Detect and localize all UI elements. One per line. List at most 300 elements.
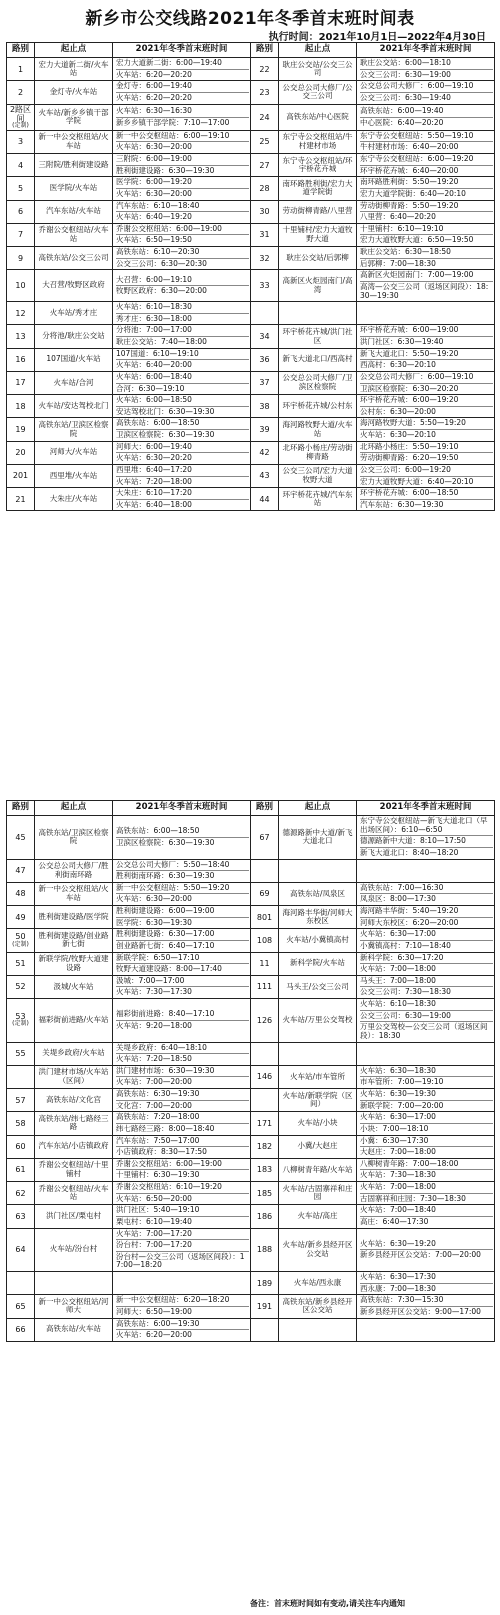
route-number: 32 <box>251 247 279 270</box>
route-stops: 东宁寺公交枢纽站/牛村建材市场 <box>279 130 357 153</box>
time-entry: 牧野区政府：6:30—20:00 <box>116 285 249 297</box>
route-number: 186 <box>251 1205 279 1228</box>
route-number: 69 <box>251 882 279 905</box>
time-entry: 高铁东站：6:30—19:30 <box>116 1089 200 1098</box>
route-stops: 火车站/秀才庄 <box>35 302 113 325</box>
time-entry: 八里营：6:40—20:20 <box>360 211 493 223</box>
time-entry: 公村东：6:30—20:00 <box>360 406 493 418</box>
route-stops: 大朱庄/火车站 <box>35 488 113 511</box>
route-times <box>113 395 251 418</box>
route-times <box>357 1295 495 1318</box>
time-entry: 宏力大道学院街：6:40—20:10 <box>360 188 493 200</box>
route-tag: (定制) <box>12 940 29 948</box>
route-stops: 新一中公交枢纽站/火车站 <box>35 882 113 905</box>
time-entry: 火车站：6:20—20:00 <box>116 1329 249 1341</box>
route-number: 27 <box>251 154 279 177</box>
route-number: 171 <box>251 1112 279 1135</box>
time-entry: 小冀：6:30—17:30 <box>360 1135 429 1145</box>
route-stops: 德源路新中大道/新飞大道北口 <box>279 816 357 860</box>
route-number <box>7 1272 35 1295</box>
table-row <box>7 1318 495 1341</box>
route-number: 64 <box>7 1228 35 1272</box>
time-entry: 火车站：9:20—18:00 <box>116 1020 249 1032</box>
route-times <box>357 488 495 511</box>
route-stops: 汽车东站/小店镇政府 <box>35 1135 113 1158</box>
time-entry: 汽车东站：6:30—19:30 <box>360 499 493 511</box>
route-times <box>113 906 251 929</box>
header-times: 2021年冬季首末班时间 <box>357 801 495 816</box>
time-entry: 秀才庄：6:30—18:00 <box>116 313 249 325</box>
time-entry: 牧野大道建设路：8:00—17:40 <box>116 963 249 975</box>
route-stops: 胜利街建设路/医学院 <box>35 906 113 929</box>
table-row <box>7 1089 495 1112</box>
route-times <box>113 325 251 348</box>
table-row <box>7 464 495 487</box>
header-stops: 起止点 <box>35 43 113 58</box>
table-header-row <box>7 43 495 58</box>
time-entry: 环宇桥花卉城：6:00—19:20 <box>360 395 459 405</box>
route-times <box>357 302 495 325</box>
time-entry: 火车站：7:00—18:40 <box>360 1205 436 1215</box>
route-number: 24 <box>251 104 279 130</box>
route-number: 33 <box>251 270 279 302</box>
route-times <box>113 371 251 394</box>
route-times <box>357 1112 495 1135</box>
route-times <box>357 975 495 998</box>
route-stops: 耿庄公交站/公交三公司 <box>279 58 357 81</box>
route-stops: 高铁东站/纬七路经三路 <box>35 1112 113 1135</box>
time-entry: 高铁东站：6:00—18:50 <box>116 418 200 428</box>
time-entry: 火车站：6:30—19:20 <box>360 1238 436 1248</box>
route-number: 34 <box>251 325 279 348</box>
route-stops <box>279 1042 357 1065</box>
time-entry: 高湾—公交三公司（返场区间段）：18:30—19:30 <box>360 281 493 301</box>
route-times <box>113 247 251 270</box>
route-number: 182 <box>251 1135 279 1158</box>
route-stops <box>279 859 357 882</box>
time-entry: 火车站：6:30—20:10 <box>360 429 493 441</box>
time-entry: 火车站：6:00—18:40 <box>116 371 192 381</box>
route-number: 57 <box>7 1089 35 1112</box>
route-times <box>113 999 251 1043</box>
route-times <box>357 154 495 177</box>
time-entry: 火车站：7:00—18:00 <box>360 1182 436 1191</box>
time-entry: 高庄：6:40—17:30 <box>360 1216 493 1228</box>
route-stops: 高新区火炬园南门/高湾 <box>279 270 357 302</box>
time-entry: 火车站：6:40—19:20 <box>116 211 249 223</box>
header-stops: 起止点 <box>279 43 357 58</box>
route-stops: 火车站/小块 <box>279 1112 357 1135</box>
route-stops: 小冀/大赵庄 <box>279 1135 357 1158</box>
route-number: 111 <box>251 975 279 998</box>
time-entry: 火车站：6:30—17:00 <box>360 1112 436 1122</box>
route-number: 146 <box>251 1065 279 1088</box>
table-row <box>7 999 495 1043</box>
table-row <box>7 154 495 177</box>
route-times <box>357 104 495 130</box>
time-entry: 安达驾校北门：6:30—19:30 <box>116 406 249 418</box>
route-stops: 西里堆/火车站 <box>35 464 113 487</box>
route-times <box>113 1295 251 1318</box>
route-number: 25 <box>251 130 279 153</box>
time-entry: 火车站：6:30—17:00 <box>360 929 436 939</box>
time-entry: 高铁东站：6:00—19:40 <box>360 106 444 115</box>
time-entry: 小块：7:00—18:10 <box>360 1123 493 1135</box>
time-entry: 乔谢公交枢纽站：6:00—19:00 <box>116 1158 222 1168</box>
route-stops: 马头王/公交三公司 <box>279 975 357 998</box>
route-number: 188 <box>251 1228 279 1272</box>
route-number: 3 <box>7 130 35 153</box>
time-entry: 高铁东站：6:10—20:30 <box>116 247 200 257</box>
route-times <box>113 81 251 104</box>
time-entry: 火车站：6:40—18:00 <box>116 499 249 511</box>
table-row <box>7 130 495 153</box>
time-entry: 火车站：6:30—20:00 <box>116 188 249 200</box>
time-entry: 公交总公司大修厂：6:00—19:10 <box>360 371 474 381</box>
route-number: 43 <box>251 464 279 487</box>
time-entry: 金灯寺：6:00—19:40 <box>116 81 192 91</box>
route-times <box>113 200 251 223</box>
time-entry: 公交总公司大修厂：6:00—19:10 <box>360 81 474 91</box>
time-entry: 火车站：6:30—16:30 <box>116 106 192 115</box>
page-title: 新乡市公交线路2021年冬季首末班时间表 <box>85 9 415 29</box>
route-number: 11 <box>251 952 279 975</box>
route-stops: 高铁东站/新乡县经开区公交站 <box>279 1295 357 1318</box>
route-number: 13 <box>7 325 35 348</box>
time-entry: 火车站：6:50—19:50 <box>116 234 249 246</box>
time-entry: 火车站：7:20—18:00 <box>116 476 249 488</box>
route-stops: 新一中公交枢纽站/河师大 <box>35 1295 113 1318</box>
route-stops: 火车站/古固寨祥和庄园 <box>279 1182 357 1205</box>
time-entry: 乔谢公交枢纽站：6:10—19:20 <box>116 1182 222 1191</box>
route-number: 52 <box>7 975 35 998</box>
time-entry: 东宁寺公交枢纽站—新飞大道北口（早出场区间）：6:10—6:50 <box>360 816 488 834</box>
table-row <box>7 1205 495 1228</box>
route-times <box>357 1065 495 1088</box>
route-number <box>251 1042 279 1065</box>
time-entry: 文化宫：7:00—20:00 <box>116 1100 249 1112</box>
route-times <box>357 816 495 860</box>
time-entry: 市车管所：7:00—19:10 <box>360 1076 493 1088</box>
time-entry: 西高村：6:30—20:10 <box>360 359 493 371</box>
table-row <box>7 1272 495 1295</box>
route-times <box>113 952 251 975</box>
table-row <box>7 58 495 81</box>
table-row <box>7 1135 495 1158</box>
route-stops: 火车站/新乡县经开区公交站 <box>279 1228 357 1272</box>
route-times <box>357 81 495 104</box>
time-entry: 宏力大道新二街：6:00—19:40 <box>116 58 222 67</box>
execution-period: 执行时间：2021年10月1日—2022年4月30日 <box>268 32 486 43</box>
route-number: 1 <box>7 58 35 81</box>
time-entry: 卫滨区检察院：6:30—20:20 <box>360 383 493 395</box>
time-entry: 高铁东站：7:20—18:00 <box>116 1112 200 1122</box>
route-stops: 分将池/耿庄公交站 <box>35 325 113 348</box>
time-entry: 新乡乡镇干部学院：7:10—17:00 <box>116 117 249 129</box>
route-times <box>113 975 251 998</box>
time-entry: 医学院：6:30—19:30 <box>116 917 249 929</box>
time-entry: 三附院：6:00—19:00 <box>116 154 192 164</box>
table-row <box>7 952 495 975</box>
time-entry: 环宇桥花卉城：6:00—18:50 <box>360 488 459 498</box>
table-row <box>7 270 495 302</box>
time-entry: 新一中公交枢纽站：5:50—19:20 <box>116 882 230 892</box>
route-stops: 公交总公司大修厂/卫滨区检察院 <box>279 371 357 394</box>
route-stops: 环宇桥花卉城/公村东 <box>279 395 357 418</box>
time-entry: 凤泉区：8:00—17:30 <box>360 893 493 905</box>
time-entry: 河师大：6:50—19:00 <box>116 1306 249 1318</box>
table-row <box>7 906 495 929</box>
route-stops: 火车站/合河 <box>35 371 113 394</box>
time-entry: 牛村建材市场：6:40—20:00 <box>360 141 493 153</box>
time-entry: 公交三公司：6:00—19:20 <box>360 464 451 474</box>
time-entry: 高铁东站：6:00—19:30 <box>116 1318 200 1328</box>
time-entry: 环宇桥花卉城：6:00—19:00 <box>360 325 459 335</box>
time-entry: 万里公交驾校—公交三公司（返场区间段）：18:30 <box>360 1021 493 1041</box>
time-entry: 公交三公司：6:30—19:00 <box>360 1010 493 1022</box>
table-row <box>7 1295 495 1318</box>
route-stops: 汲城/火车站 <box>35 975 113 998</box>
route-stops: 新科学院/火车站 <box>279 952 357 975</box>
route-stops: 大召营/牧野区政府 <box>35 270 113 302</box>
table-row <box>7 975 495 998</box>
route-number: 201 <box>7 464 35 487</box>
time-entry: 环宇桥花卉城：6:40—20:00 <box>360 165 493 177</box>
route-number: 31 <box>251 223 279 246</box>
time-entry: 火车站：6:30—17:30 <box>360 1272 436 1281</box>
header-times: 2021年冬季首末班时间 <box>357 43 495 58</box>
route-number: 38 <box>251 395 279 418</box>
route-stops: 高铁东站/公交三公司 <box>35 247 113 270</box>
route-times <box>357 325 495 348</box>
time-entry: 北环路小杨庄：5:50—19:10 <box>360 441 459 451</box>
header-route: 路别 <box>7 43 35 58</box>
route-times <box>113 58 251 81</box>
route-number: 47 <box>7 859 35 882</box>
route-stops: 火车站/万里公交驾校 <box>279 999 357 1043</box>
time-entry: 火车站：6:30—19:30 <box>360 1089 436 1098</box>
table-row <box>7 418 495 441</box>
route-number: 2 <box>7 81 35 104</box>
time-entry: 东宁寺公交枢纽站：5:50—19:10 <box>360 130 474 140</box>
time-entry: 耿庄公交站：6:30—18:50 <box>360 247 451 257</box>
time-entry: 107国道：6:10—19:10 <box>116 348 199 358</box>
schedule-table-lower <box>6 800 495 1342</box>
route-number: 22 <box>251 58 279 81</box>
time-entry: 汾台村：7:00—17:20 <box>116 1239 249 1251</box>
route-stops <box>279 302 357 325</box>
route-tag: (定制) <box>12 1020 29 1028</box>
time-entry: 胜利街建设路：6:30—19:30 <box>116 165 249 177</box>
route-stops: 火车站/西永康 <box>279 1272 357 1295</box>
route-times <box>113 1089 251 1112</box>
route-times <box>357 270 495 302</box>
route-stops: 高铁东站/凤泉区 <box>279 882 357 905</box>
time-entry: 西里堆：6:40—17:20 <box>116 464 192 474</box>
time-entry: 新一中公交枢纽站：6:00—19:10 <box>116 130 230 140</box>
route-times <box>357 177 495 200</box>
route-times <box>357 1182 495 1205</box>
time-entry: 火车站：7:30—17:30 <box>116 986 249 998</box>
time-entry: 劳动街柳青路：6:20—19:50 <box>360 452 493 464</box>
time-entry: 新联学院：7:00—20:00 <box>360 1100 493 1112</box>
route-number <box>251 859 279 882</box>
table-header-row <box>7 801 495 816</box>
route-number: 801 <box>251 906 279 929</box>
route-number: 39 <box>251 418 279 441</box>
time-entry: 公交三公司：6:30—20:30 <box>116 258 249 270</box>
route-number: 51 <box>7 952 35 975</box>
table-row <box>7 816 495 860</box>
route-stops: 高铁东站/中心医院 <box>279 104 357 130</box>
route-times <box>113 1042 251 1065</box>
time-entry: 十里铺村：6:10—19:10 <box>360 223 444 233</box>
header-route: 路别 <box>7 801 35 816</box>
route-number: 19 <box>7 418 35 441</box>
route-times <box>357 1158 495 1181</box>
route-stops: 火车站/小冀镇高村 <box>279 929 357 952</box>
time-entry: 大朱庄：6:10—17:20 <box>116 488 192 498</box>
route-number: 183 <box>251 1158 279 1181</box>
route-times <box>113 154 251 177</box>
time-entry: 火车站：6:00—18:50 <box>116 395 192 405</box>
route-stops: 公交总公司大修厂/公交三公司 <box>279 81 357 104</box>
route-number: 9 <box>7 247 35 270</box>
route-number: 189 <box>251 1272 279 1295</box>
route-stops: 南环路胜利街/宏力大道学院街 <box>279 177 357 200</box>
footer-note: 备注：首末班时间如有变动,请关注车内通知 <box>250 1599 406 1608</box>
time-entry: 海河路丰华街：5:40—19:20 <box>360 906 459 915</box>
time-entry: 小店镇政府：8:30—17:50 <box>116 1146 249 1158</box>
header-route: 路别 <box>251 43 279 58</box>
time-entry: 胜利街建设路：6:30—17:00 <box>116 929 215 939</box>
route-stops: 洪门建材市场/火车站（区间） <box>35 1065 113 1088</box>
route-stops: 新飞大道北口/西高村 <box>279 348 357 371</box>
route-times <box>113 104 251 130</box>
time-entry: 海河路牧野大道：5:50—19:20 <box>360 418 466 428</box>
time-entry: 火车站：7:20—18:50 <box>116 1053 249 1065</box>
route-number <box>7 1065 35 1088</box>
table-row <box>7 81 495 104</box>
route-times <box>357 1205 495 1228</box>
time-entry: 后郭柳：7:00—18:30 <box>360 258 493 270</box>
route-times <box>113 1182 251 1205</box>
route-number: 185 <box>251 1182 279 1205</box>
route-times <box>113 1112 251 1135</box>
time-entry: 劳动街柳青路：5:50—19:20 <box>360 200 459 210</box>
table-row <box>7 1228 495 1272</box>
route-stops <box>279 1318 357 1341</box>
table-row <box>7 395 495 418</box>
time-entry: 创业路新七街：6:40—17:10 <box>116 940 249 952</box>
time-entry: 中心医院：6:40—20:20 <box>360 117 493 129</box>
table-row <box>7 302 495 325</box>
header-route: 路别 <box>251 801 279 816</box>
time-entry: 火车站：6:30—20:20 <box>116 452 249 464</box>
route-stops: 火车站/高庄 <box>279 1205 357 1228</box>
route-times <box>357 348 495 371</box>
route-stops: 海河路丰华街/河师大东校区 <box>279 906 357 929</box>
time-entry: 洪门社区：5:40—19:10 <box>116 1205 200 1215</box>
route-number: 53 (定制) <box>7 999 35 1043</box>
route-times <box>357 906 495 929</box>
time-entry: 火车站：6:40—20:00 <box>116 359 249 371</box>
route-times <box>357 395 495 418</box>
route-number: 4 <box>7 154 35 177</box>
time-entry: 高铁东站：7:00—16:30 <box>360 882 444 892</box>
route-number: 63 <box>7 1205 35 1228</box>
route-times <box>357 130 495 153</box>
time-entry: 纬七路经三路：8:00—18:40 <box>116 1123 249 1135</box>
time-entry: 马头王：7:00—18:00 <box>360 975 436 985</box>
time-entry: 洪门社区：6:30—19:40 <box>360 336 493 348</box>
route-stops: 宏力大道新二街/火车站 <box>35 58 113 81</box>
route-times <box>113 177 251 200</box>
route-stops: 耿庄公交站/后郭柳 <box>279 247 357 270</box>
time-entry: 关堤乡政府：6:40—18:10 <box>116 1042 207 1052</box>
time-entry: 公交三公司：6:30—19:40 <box>360 92 493 104</box>
table-row <box>7 348 495 371</box>
route-stops: 三附院/胜利街建设路 <box>35 154 113 177</box>
route-stops: 洪门社区/栗屯村 <box>35 1205 113 1228</box>
route-times <box>357 1042 495 1065</box>
route-stops: 福彩街前进路/火车站 <box>35 999 113 1043</box>
route-stops: 十里铺村/宏力大道牧野大道 <box>279 223 357 246</box>
route-number: 20 <box>7 441 35 464</box>
route-times <box>357 1272 495 1295</box>
route-times <box>113 130 251 153</box>
route-tag: (定制) <box>12 121 29 129</box>
route-times <box>113 418 251 441</box>
route-times <box>113 1135 251 1158</box>
time-entry: 洪门建材市场：6:30—19:30 <box>116 1065 215 1075</box>
route-stops: 环宇桥花卉城/洪门社区 <box>279 325 357 348</box>
route-number: 55 <box>7 1042 35 1065</box>
time-entry: 古固寨祥和庄园：7:30—18:30 <box>360 1193 493 1205</box>
route-stops: 胜利街建设路/创业路新七街 <box>35 929 113 952</box>
time-entry: 新一中公交枢纽站：6:20—18:20 <box>116 1295 230 1305</box>
route-stops: 高铁东站/文化宫 <box>35 1089 113 1112</box>
time-entry: 八柳树青年路：7:00—18:00 <box>360 1158 459 1168</box>
route-number <box>251 302 279 325</box>
route-stops: 火车站/新乡乡镇干部学院 <box>35 104 113 130</box>
time-entry: 火车站：6:30—20:00 <box>116 141 249 153</box>
route-stops: 火车站/汾台村 <box>35 1228 113 1272</box>
route-times <box>357 999 495 1043</box>
route-stops: 河师大/火车站 <box>35 441 113 464</box>
time-entry: 新乡县经开区公交站：7:00—20:00 <box>360 1249 493 1261</box>
route-number: 42 <box>251 441 279 464</box>
time-entry: 汽车东站：6:10—18:40 <box>116 200 200 210</box>
time-entry: 宏力大道牧野大道：6:40—20:10 <box>360 476 493 488</box>
table-row <box>7 1065 495 1088</box>
time-entry: 新飞大道北口：8:40—18:20 <box>360 847 493 859</box>
time-entry: 南环路胜利街：5:50—19:20 <box>360 177 459 187</box>
route-times <box>357 1089 495 1112</box>
route-number: 7 <box>7 223 35 246</box>
route-number: 5 <box>7 177 35 200</box>
time-entry: 乔谢公交枢纽站：6:00—19:00 <box>116 223 222 233</box>
route-stops: 八柳树青年路/火车站 <box>279 1158 357 1181</box>
table-row <box>7 200 495 223</box>
route-number: 36 <box>251 348 279 371</box>
route-times <box>113 1318 251 1341</box>
table-row <box>7 1158 495 1181</box>
route-number: 37 <box>251 371 279 394</box>
time-entry: 河师大：6:00—19:40 <box>116 441 192 451</box>
route-times <box>113 488 251 511</box>
table-row <box>7 1182 495 1205</box>
